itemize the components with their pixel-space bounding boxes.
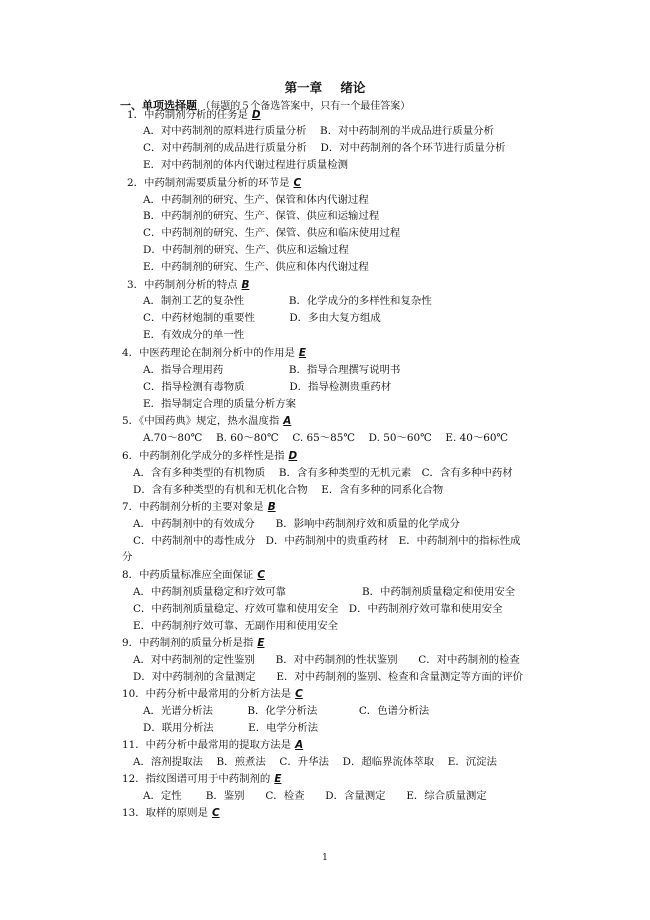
question-line — [122, 806, 220, 820]
line-text: C．指导检测有毒物质 D．指导检测贵重药材 — [143, 381, 392, 393]
line-text: 11．中药分析中最常用的提取方法是 — [122, 739, 292, 751]
line-text: C．中药材炮制的重要性 D．多由大复方组成 — [143, 312, 381, 324]
question-line — [122, 772, 281, 786]
page-number: 1 — [322, 853, 328, 863]
option-line — [133, 585, 515, 599]
option-line — [143, 243, 349, 257]
option-line — [133, 602, 503, 616]
option-line — [133, 466, 513, 480]
option-line — [143, 124, 494, 138]
question-line — [127, 108, 261, 122]
line-text: 4．中医药理论在制剂分析中的作用是 — [122, 347, 295, 359]
option-line — [133, 755, 497, 769]
question-line — [122, 414, 291, 428]
answer-key: B — [241, 279, 250, 291]
line-text: 8．中药质量标准应全面保证 — [122, 569, 254, 581]
line-text: E．中药制剂的研究、生产、供应和体内代谢过程 — [143, 261, 369, 273]
line-text: E．中药制剂疗效可靠、无副作用和使用安全 — [133, 620, 339, 632]
option-line — [133, 670, 523, 684]
answer-key: C — [293, 177, 302, 189]
answer-key: E — [298, 347, 306, 359]
answer-key: C — [257, 569, 265, 581]
option-line — [143, 363, 400, 377]
line-text: 1．中药制剂分析的任务是 — [127, 109, 248, 121]
option-line — [143, 294, 432, 308]
section-heading-note: （每题的５个备选答案中，只有一个最佳答案） — [200, 101, 411, 112]
option-line — [143, 704, 429, 718]
option-line — [122, 550, 132, 564]
question-line — [122, 636, 264, 650]
answer-key: D — [251, 109, 261, 121]
question-line — [127, 176, 301, 190]
answer-key: B — [267, 501, 276, 513]
option-line — [143, 193, 369, 207]
line-text: A．制剂工艺的复杂性 B．化学成分的多样性和复杂性 — [143, 295, 432, 307]
option-line — [143, 158, 348, 172]
option-line — [143, 141, 505, 155]
line-text: C．对中药制剂的成品进行质量分析 D．对中药制剂的各个环节进行质量分析 — [143, 142, 506, 154]
question-line — [122, 568, 265, 582]
line-text: A．中药制剂质量稳定和疗效可靠 B．中药制剂质量稳定和使用安全 — [133, 586, 516, 598]
line-text: B．中药制剂的研究、生产、保管、供应和运输过程 — [143, 210, 380, 222]
option-line — [143, 260, 369, 274]
line-text: 2．中药制剂需要质量分析的环节是 — [127, 177, 290, 189]
option-line — [133, 653, 520, 667]
line-text: 7．中药制剂分析的主要对象是 — [122, 501, 264, 513]
line-text: 5．《中国药典》规定，热水温度指 — [122, 415, 280, 427]
line-text: A．对中药制剂的原料进行质量分析 B．对中药制剂的半成品进行质量分析 — [143, 125, 494, 137]
line-text: C．中药制剂的研究、生产、保管、供应和临床使用过程 — [143, 227, 401, 239]
answer-key: D — [288, 450, 298, 462]
question-line — [122, 449, 297, 463]
line-text: 12．指纹图谱可用于中药制剂的 — [122, 773, 271, 785]
line-text: 9．中药制剂的质量分析是指 — [122, 637, 254, 649]
option-line — [143, 311, 381, 325]
line-text: D．含有多种类型的有机和无机化合物 E．含有多种的同系化合物 — [133, 484, 444, 496]
answer-key: C — [211, 807, 220, 819]
line-text: C．中药制剂质量稳定、疗效可靠和使用安全 D．中药制剂疗效可靠和使用安全 — [133, 603, 503, 615]
line-text: E．有效成分的单一性 — [143, 329, 245, 341]
line-text: 分 — [122, 551, 133, 563]
line-text: A．溶剂提取法 B．煎煮法 C．升华法 D．超临界流体萃取 E．沉淀法 — [133, 756, 497, 768]
option-line — [133, 517, 460, 531]
line-text: E．对中药制剂的体内代谢过程进行质量检测 — [143, 159, 349, 171]
line-text: 6．中药制剂化学成分的多样性是指 — [122, 450, 285, 462]
option-line — [143, 789, 487, 803]
section-heading-label: 一、单项选择题 — [120, 99, 197, 112]
line-text: A．含有多种类型的有机物质 B．含有多种类型的无机元素 C．含有多种中药材 — [133, 467, 513, 479]
line-text: A．中药制剂中的有效成分 B．影响中药制剂疗效和质量的化学成分 — [133, 518, 460, 530]
line-text: A.70～80℃ B. 60～80℃ C. 65～85℃ D. 50～60℃ E. 40～60℃ — [143, 432, 509, 444]
option-line — [133, 483, 443, 497]
question-line — [122, 738, 303, 752]
line-text: D．中药制剂的研究、生产、供应和运输过程 — [143, 244, 349, 256]
line-text: A．光谱分析法 B．化学分析法 C．色谱分析法 — [143, 705, 430, 717]
question-line — [122, 346, 306, 360]
line-text: 3．中药制剂分析的特点 — [127, 279, 238, 291]
line-text: 10．中药分析中最常用的分析方法是 — [122, 688, 292, 700]
line-text: A．中药制剂的研究、生产、保管和体内代谢过程 — [143, 194, 369, 206]
answer-key: C — [295, 688, 303, 700]
line-text: D．联用分析法 E．电学分析法 — [143, 722, 319, 734]
line-text: D．对中药制剂的含量测定 E．对中药制剂的鉴别、检查和含量测定等方面的评价 — [133, 671, 523, 683]
option-line — [143, 209, 379, 223]
chapter-title: 第一章 绪论 — [284, 80, 366, 95]
answer-key: E — [274, 773, 282, 785]
option-line — [143, 431, 508, 445]
line-text: A．定性 B．鉴别 C．检查 D．含量测定 E．综合质量测定 — [143, 790, 487, 802]
answer-key: A — [283, 415, 292, 427]
answer-key: A — [295, 739, 304, 751]
option-line — [143, 328, 244, 342]
line-text: A．对中药制剂的定性鉴别 B．对中药制剂的性状鉴别 C．对中药制剂的检查 — [133, 654, 520, 666]
option-line — [143, 397, 296, 411]
option-line — [133, 619, 338, 633]
question-line — [127, 278, 249, 292]
line-text: C．中药制剂中的毒性成分 D．中药制剂中的贵重药材 E．中药制剂中的指标性成 — [133, 535, 521, 547]
question-line — [122, 687, 303, 701]
option-line — [143, 721, 318, 735]
option-line — [143, 226, 400, 240]
answer-key: E — [257, 637, 265, 649]
question-line — [122, 500, 276, 514]
option-line — [143, 380, 391, 394]
line-text: 13．取样的原则是 — [122, 807, 208, 819]
line-text: A．指导合理用药 B．指导合理撰写说明书 — [143, 364, 401, 376]
line-text: E．指导制定合理的质量分析方案 — [143, 398, 297, 410]
option-line — [133, 534, 521, 548]
